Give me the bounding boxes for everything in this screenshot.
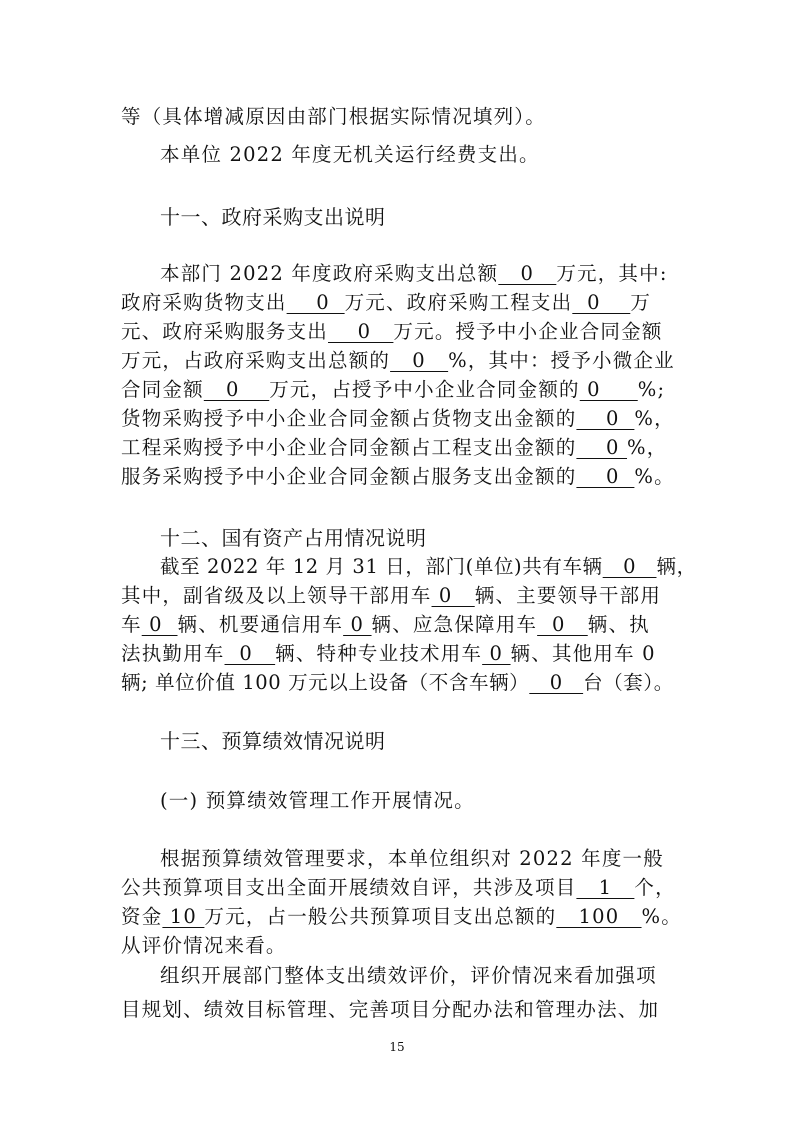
blank-engineering-ratio: 0 — [576, 436, 628, 459]
blank-sme-ratio: 0 — [390, 349, 449, 372]
blank-special-vehicles: 0 — [482, 642, 511, 665]
blank-fund-ratio: 100 — [556, 905, 642, 928]
text-line: 元、政府采购服务支出 0 万元。授予中小企业合同金额 — [121, 320, 663, 343]
text-line: 工程采购授予中小企业合同金额占工程支出金额的 0 %， — [121, 436, 668, 459]
blank-emergency-vehicles: 0 — [537, 613, 588, 636]
text-line: 货物采购授予中小企业合同金额占货物支出金额的 0 %， — [121, 407, 675, 430]
text-line: 从评价情况来看。 — [121, 934, 287, 957]
blank-goods: 0 — [286, 291, 345, 314]
blank-engineering: 0 — [572, 291, 631, 314]
text-line: 本单位 2022 年度无机关运行经费支出。 — [160, 143, 540, 166]
text-line: 资金 10 万元，占一般公共预算项目支出总额的 100 %。 — [121, 905, 682, 928]
text-line: 法执勤用车 0 辆、特种专业技术用车 0 辆、其他用车 0 — [121, 642, 656, 665]
text-line: 其中，副省级及以上领导干部用车 0 辆、主要领导干部用 — [121, 584, 662, 607]
blank-total-procurement: 0 — [498, 262, 557, 285]
blank-confidential-vehicles: 0 — [343, 613, 372, 636]
blank-micro-ratio: 0 — [579, 378, 638, 401]
text-line: 组织开展部门整体支出绩效评价，评价情况来看加强项 — [160, 964, 657, 987]
text-line: 万元，占政府采购支出总额的 0 %，其中：授予小微企业 — [121, 349, 675, 372]
text-line: 合同金额 0 万元，占授予中小企业合同金额的 0 %; — [121, 378, 666, 401]
blank-senior-vehicles: 0 — [431, 584, 475, 607]
text-line: 目规划、绩效目标管理、完善项目分配办法和管理办法、加 — [121, 998, 660, 1021]
blank-vehicles-total: 0 — [602, 555, 657, 578]
text-line: 辆; 单位价值 100 万元以上设备（不含车辆） 0 台（套）。 — [121, 671, 674, 694]
text-line: 政府采购货物支出 0 万元、政府采购工程支出 0 万 — [121, 291, 652, 314]
blank-services: 0 — [328, 320, 394, 343]
section-heading-assets: 十二、国有资产占用情况说明 — [160, 526, 427, 550]
text-line: 本部门 2022 年度政府采购支出总额 0 万元，其中: — [160, 262, 668, 285]
text-line: 截至 2022 年 12 月 31 日，部门(单位)共有车辆 0 辆， — [160, 555, 697, 578]
text-line: 等（具体增减原因由部门根据实际情况填列）。 — [121, 105, 546, 128]
section-heading-procurement: 十一、政府采购支出说明 — [160, 205, 386, 229]
blank-project-count: 1 — [576, 876, 635, 899]
blank-fund-amount: 10 — [162, 905, 205, 928]
text-line: 根据预算绩效管理要求，本单位组织对 2022 年度一般 — [160, 847, 664, 870]
blank-enforcement-vehicles: 0 — [224, 642, 276, 665]
page-number: 15 — [389, 1040, 405, 1054]
blank-equipment: 0 — [529, 671, 584, 694]
text-line: 公共预算项目支出全面开展绩效自评，共涉及项目 1 个， — [121, 876, 676, 899]
section-heading-performance: 十三、预算绩效情况说明 — [160, 729, 386, 753]
blank-micro-amount: 0 — [203, 378, 270, 401]
text-line: 服务采购授予中小企业合同金额占服务支出金额的 0 %。 — [121, 465, 675, 488]
blank-leader-vehicles: 0 — [141, 613, 178, 636]
subheading: (一) 预算绩效管理工作开展情况。 — [160, 789, 475, 812]
blank-goods-ratio: 0 — [576, 407, 635, 430]
blank-services-ratio: 0 — [576, 465, 635, 488]
text-line: 车 0 辆、机要通信用车 0 辆、应急保障用车 0 辆、执 — [121, 613, 650, 636]
